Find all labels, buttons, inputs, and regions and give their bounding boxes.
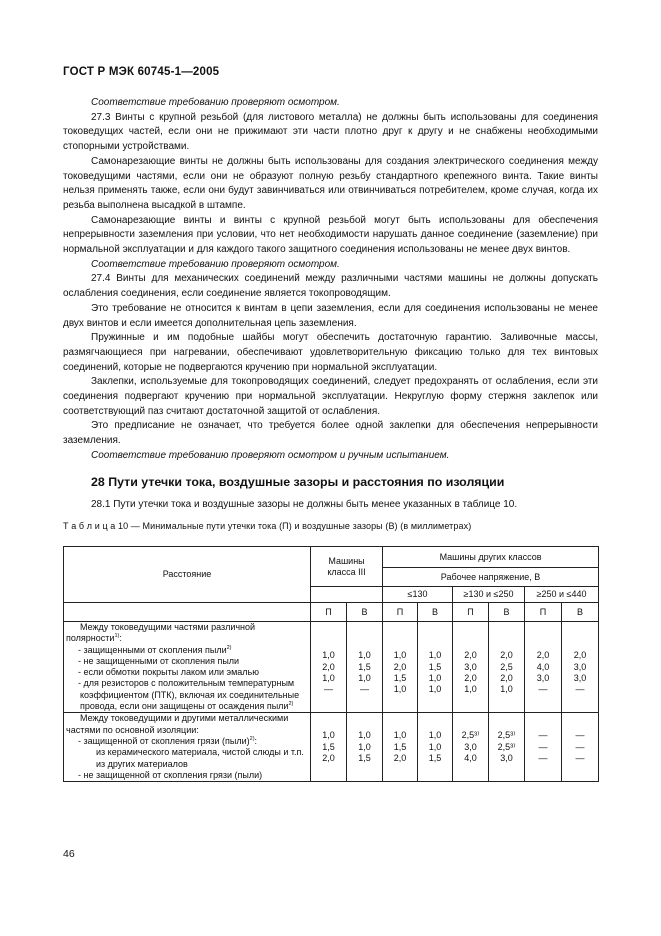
value xyxy=(527,639,559,650)
value: 2,0 xyxy=(464,672,477,683)
value-cell xyxy=(418,713,453,782)
value: — xyxy=(538,752,548,763)
paragraph: Это предписание не означает, что требуется более одной заклепки для обеспечения непрерывности заземления. xyxy=(63,420,598,447)
paragraph: Пружинные и им подобные шайбы могут обеспечить достаточную гарантию. Заливочные массы, размягчающиеся при нагревании, обеспечивают удовлетворительную фиксацию только для тех винтовых соединений, которые не подвергаются кручению при нормальной эксплуатации. xyxy=(63,332,598,373)
subheader-cell: В xyxy=(347,603,383,622)
distance-line xyxy=(66,770,308,781)
range-header: ≥130 и ≤250 xyxy=(453,587,525,603)
distance-line xyxy=(66,678,308,712)
value: — xyxy=(575,741,585,752)
value: 3,0 xyxy=(500,752,513,763)
value: 2,5³⁾ xyxy=(461,730,480,741)
paragraph: Самонарезающие винты и винты с крупной резьбой могут быть использованы для обеспечения непрерывности заземления при условии, что нет необходимости нарушать данное соединение (заземление) при нормальной эксплуатации и для каждого такого защитного соединения использованы не менее двух винтов. xyxy=(63,214,598,256)
value: 1,5 xyxy=(358,661,371,672)
distance-line xyxy=(66,759,308,770)
value-cell xyxy=(562,622,599,713)
value: 2,0 xyxy=(536,650,550,661)
value-cell xyxy=(489,622,525,713)
value-cell xyxy=(347,713,383,782)
document-code: ГОСТ Р МЭК 60745-1—2005 xyxy=(63,66,220,78)
distance-tail: : xyxy=(119,633,122,644)
distance-text: - для резисторов с положительным температурным коэффициентом (ПТК), включая их соединительные провода, если они защищены от осаждения пыли xyxy=(78,678,300,712)
value: 3,0 xyxy=(536,672,550,683)
table-row xyxy=(64,713,599,782)
paragraph: 27.3 Винты с крупной резьбой (для листового металла) не должны быть использованы для соединения токоведущих частей, если они не прижимают эти части плотно друг к другу и не снабжены необходимыми стопорными устройствами. xyxy=(63,111,598,153)
value-cell xyxy=(525,622,562,713)
paragraph: Соответствие требованию проверяют осмотром. xyxy=(91,258,340,270)
value: — xyxy=(575,684,585,695)
blank-cell xyxy=(64,603,311,622)
table-caption: Т а б л и ц а 10 — Минимальные пути утечки тока (П) и воздушные зазоры (В) (в миллиметрах) xyxy=(63,521,472,532)
value: 3,0 xyxy=(464,741,477,752)
value: 2,5³⁾ xyxy=(497,741,516,752)
distance-line xyxy=(66,622,308,645)
footnote-ref: 2) xyxy=(249,735,255,742)
value: 2,0 xyxy=(500,672,513,683)
table-row xyxy=(64,622,599,713)
distance-text: - защищенными от скопления пыли xyxy=(78,644,227,655)
distance-cell xyxy=(64,622,311,713)
value: 1,5 xyxy=(393,741,407,752)
col-class3-header xyxy=(311,547,383,587)
value xyxy=(455,639,486,650)
value: — xyxy=(538,684,548,695)
distance-text: - если обмотки покрыты лаком или эмалью xyxy=(78,667,259,678)
paragraph: Соответствие требованию проверяют осмотром. xyxy=(91,97,340,108)
distance-text: из керамического материала, чистой слюды и т.п. xyxy=(96,747,304,758)
paragraph: Это требование не относится к винтам в цепи заземления, если для соединения использованы не менее двух винтов и если имеется дополнительная цепь заземления. xyxy=(63,302,598,329)
value: 1,0 xyxy=(322,650,335,661)
value: 1,0 xyxy=(500,684,513,695)
table-10 xyxy=(63,546,599,782)
value: 1,0 xyxy=(393,650,407,661)
value: — xyxy=(324,684,333,695)
value: 1,0 xyxy=(358,730,371,741)
value: — xyxy=(575,752,585,763)
value: 2,0 xyxy=(322,661,335,672)
col-class3-blank xyxy=(311,587,383,603)
value: 1,0 xyxy=(322,730,335,741)
value xyxy=(349,639,380,650)
value: 1,5 xyxy=(393,672,407,683)
value: — xyxy=(538,730,548,741)
paragraph: Заклепки, используемые для токопроводящих соединений, следует предохранять от ослабления, если эти соединения подвергают кручению при нормальной эксплуатации. Некруглую форму стержня заклепок или соответствующий паз считают достаточной защитой от ослабления. xyxy=(63,376,598,417)
value: 4,0 xyxy=(536,661,550,672)
subheader-cell: П xyxy=(453,603,489,622)
value: 1,0 xyxy=(428,672,442,683)
value-cell xyxy=(489,713,525,782)
value: 2,0 xyxy=(500,650,513,661)
section-title: 28 Пути утечки тока, воздушные зазоры и расстояния по изоляции xyxy=(91,474,505,489)
distance-line xyxy=(66,656,308,667)
value: 1,0 xyxy=(358,672,371,683)
value: — xyxy=(575,730,585,741)
value xyxy=(420,639,450,650)
value-cell xyxy=(525,713,562,782)
distance-text: - не защищенными от скопления пыли xyxy=(78,655,240,666)
paragraph: Соответствие требованию проверяют осмотром и ручным испытанием. xyxy=(91,449,450,461)
value: 1,0 xyxy=(464,684,477,695)
value: 3,0 xyxy=(573,661,587,672)
value: 3,0 xyxy=(464,661,477,672)
value: 2,0 xyxy=(393,752,407,763)
distance-text: Между токоведущими и другими металлическими частями по основной изоляции: xyxy=(66,713,289,735)
value: 1,0 xyxy=(393,730,407,741)
value-cell xyxy=(453,622,489,713)
value-cell xyxy=(347,622,383,713)
col-other-header: Машины других классов xyxy=(383,547,599,568)
range-header: ≤130 xyxy=(383,587,453,603)
value: 3,0 xyxy=(573,672,587,683)
value-cell xyxy=(562,713,599,782)
value: 1,5 xyxy=(428,661,442,672)
value: 1,5 xyxy=(322,741,335,752)
paragraph-28-1: 28.1 Пути утечки тока и воздушные зазоры не должны быть менее указанных в таблице 10. xyxy=(91,498,518,510)
col-voltage-header: Рабочее напряжение, В xyxy=(383,568,599,587)
distance-tail: : xyxy=(254,735,258,746)
subheader-cell: П xyxy=(383,603,418,622)
distance-text: - не защищенной от скопления грязи (пыли) xyxy=(78,769,263,780)
value: 1,0 xyxy=(358,741,371,752)
body-text xyxy=(63,96,598,534)
value: 1,0 xyxy=(428,741,442,752)
value: 2,0 xyxy=(464,650,477,661)
value: — xyxy=(538,741,548,752)
distance-cell xyxy=(64,713,311,782)
distance-line xyxy=(66,713,308,736)
value: 1,5 xyxy=(358,752,371,763)
value: 1,0 xyxy=(428,650,442,661)
value: 1,5 xyxy=(428,752,442,763)
subheader-cell: П xyxy=(525,603,562,622)
value: 2,5 xyxy=(500,661,513,672)
distance-text: Между токоведущими частями различной полярности xyxy=(66,622,256,644)
table-body xyxy=(64,622,599,782)
paragraph: 27.4 Винты для механических соединений между различными частями машины не должны допускать ослабления соединения, если соединение является токопроводящим. xyxy=(63,273,598,300)
col-distance-header: Расстояние xyxy=(64,547,311,603)
distance-text: - защищенной от скопления грязи (пыли) xyxy=(78,735,250,746)
value-cell xyxy=(418,622,453,713)
value-cell xyxy=(311,622,347,713)
value xyxy=(491,639,522,650)
value: 2,5³⁾ xyxy=(497,730,516,741)
distance-line xyxy=(66,667,308,678)
value: 2,0 xyxy=(393,661,407,672)
paragraph-list xyxy=(63,96,598,464)
value: 4,0 xyxy=(464,752,477,763)
value-cell xyxy=(453,713,489,782)
subheader-cell: В xyxy=(562,603,599,622)
footnote-ref: 2) xyxy=(288,701,294,708)
paragraph: Самонарезающие винты не должны быть использованы для создания электрического соединения между токоведущими частями, если они не образуют полную резьбу стандартного крепежного винта. Такие винты нельзя применять также, если они будут завинчиваться или отвинчиваться потребителем, кроме случая, когда их резьба выполнена высадкой в штампе. xyxy=(63,155,598,211)
value-cell xyxy=(311,713,347,782)
range-header: ≥250 и ≤440 xyxy=(525,587,599,603)
footnote-ref: 2) xyxy=(226,644,232,651)
value: 1,0 xyxy=(428,730,442,741)
distance-line xyxy=(66,736,308,747)
distance-line xyxy=(66,747,308,758)
footnote-ref: 1) xyxy=(114,633,120,640)
value xyxy=(564,639,596,650)
value-cell xyxy=(383,622,418,713)
value: 1,0 xyxy=(358,650,371,661)
subheader-cell: П xyxy=(311,603,347,622)
page-number: 46 xyxy=(63,848,75,860)
col-class3-label: Машины класса III xyxy=(327,555,366,577)
subheader-cell: В xyxy=(489,603,525,622)
value: 2,0 xyxy=(573,650,587,661)
value: 1,0 xyxy=(322,672,335,683)
value: 1,0 xyxy=(393,684,407,695)
subheader-cell: В xyxy=(418,603,453,622)
value xyxy=(385,639,415,650)
value-cell xyxy=(383,713,418,782)
distance-line xyxy=(66,645,308,656)
value: 1,0 xyxy=(428,684,442,695)
distance-text: из других материалов xyxy=(96,758,188,769)
value: — xyxy=(360,684,369,695)
value xyxy=(313,639,344,650)
value: 2,0 xyxy=(322,752,335,763)
